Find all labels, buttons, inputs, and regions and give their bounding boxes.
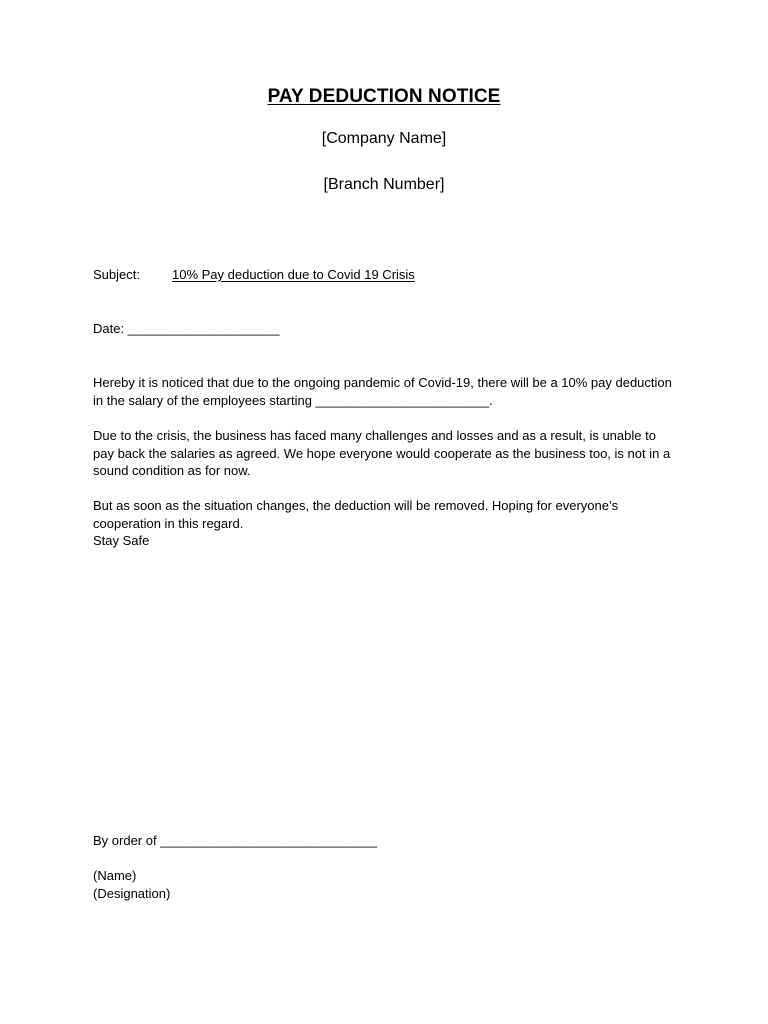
subject-text: 10% Pay deduction due to Covid 19 Crisis: [172, 267, 415, 282]
paragraph-1: Hereby it is noticed that due to the ongoing pandemic of Covid-19, there will be a 10% pay deduction in the salary of the employees starting ________________________.: [93, 375, 672, 408]
subject-label: Subject:: [93, 267, 140, 282]
paragraph-3: But as soon as the situation changes, the deduction will be removed. Hoping for everyone’s cooperation in this regard.: [93, 498, 619, 531]
company-name: [Company Name]: [321, 130, 447, 147]
branch-number: [Branch Number]: [323, 176, 445, 193]
page-title: PAY DEDUCTION NOTICE: [267, 86, 501, 107]
by-order-line: By order of ______________________________: [93, 833, 378, 848]
name-placeholder: (Name): [93, 868, 137, 883]
closing-text: Stay Safe: [93, 533, 150, 548]
designation-placeholder: (Designation): [93, 886, 171, 901]
date-line: Date: _____________________: [93, 321, 280, 336]
paragraph-2: Due to the crisis, the business has faced many challenges and losses and as a result, is unable to pay back the salaries as agreed. We hope everyone would cooperate as the business too, is not in a sound condition as for now.: [93, 428, 671, 479]
